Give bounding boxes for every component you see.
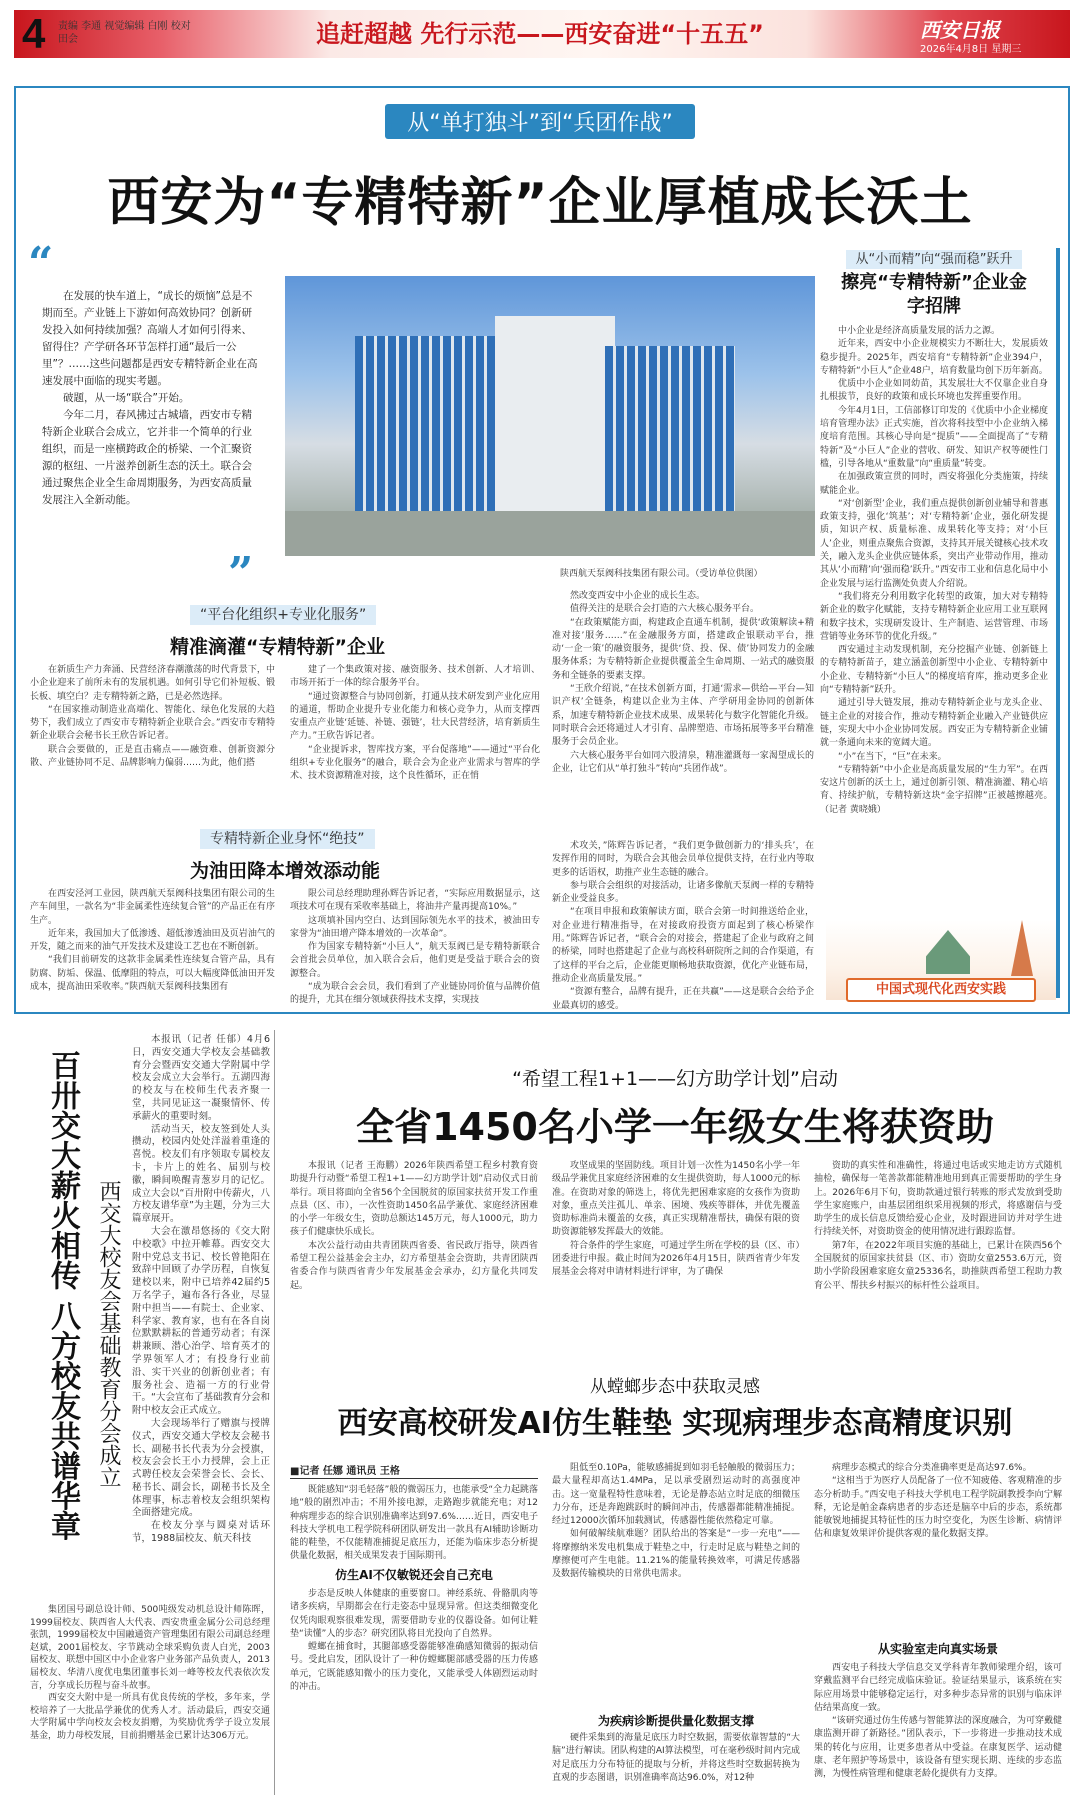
paragraph: 硬件采集到的海量足底压力时空数据，需要依靠智慧的“大脑”进行解读。团队构建的AI算法模型，可在毫秒级时间内完成对足底压力分布特征的提取与分析，并将这些时空数据转换为直观的步态图谱，识别准确率高达96.0%，对12种 bbox=[552, 1733, 800, 1783]
close-quote-icon: ” bbox=[228, 548, 254, 599]
paragraph: 西安通过主动发现机制，充分挖掘产业链、创新链上的专精特新苗子，建立涵盖创新型中小企业、专精特新中小企业、专精特新“小巨人”的梯度培育库，推动更多企业向“专精特新”跃升。 bbox=[820, 645, 1048, 696]
paragraph: 既能感知“羽毛轻落”般的微弱压力，也能承受“全力起跳落地”般的剧烈冲击；不用外接电源，走路跑步就能充电；对12种病理步态的综合识别准确率达到97.6%……近日，西安电子科技大学机电工程学院科研团队研发出一款具有AI辅助诊断功能的鞋垫，不仅能精准捕捉足底压力，还能为临床步态分析提供量化数据，相关成果发表于国际期刊。 bbox=[290, 1485, 538, 1562]
paragraph: 术攻关，”陈辉告诉记者，“我们更争做创新力的‘排头兵’，在发挥作用的同时，为联合会其他会员单位提供支持，在行业内等取更多的话语权，助推产业生态链的融合。 bbox=[552, 841, 814, 878]
paragraph: 步态是反映人体健康的重要窗口。神经系统、骨骼肌肉等诸多疾病，早期都会在行走姿态中显现异常。但这类细微变化仅凭肉眼观察很难发现，需要借助专业的仪器设备。如何让鞋垫“读懂”人的步态？研究团队将目光投向了自然界。 bbox=[290, 1589, 538, 1639]
page-number: 4 bbox=[22, 10, 46, 57]
paragraph: 近年来，西安中小企业规模实力不断壮大，发展质效稳步提升。2025年，西安培育“专精特新”企业394户，专精特新“小巨人”企业48户，培育数量均创下历年新高。 bbox=[820, 339, 1048, 376]
company-building-photo bbox=[285, 276, 815, 556]
paragraph: 破题，从一场“联合”开始。 bbox=[63, 392, 190, 404]
paragraph: “通过资源整合与协同创新，打通从技术研发到产业化应用的通道，帮助企业提升专业化能力和核心竞争力，从而支撑西安重点产业链‘延链、补链、强链’，壮大民营经济，培育新质生产力。”王欣告诉记者。 bbox=[290, 691, 540, 742]
ai-col2b bbox=[552, 1732, 800, 1794]
girls-col3 bbox=[814, 1160, 1062, 1310]
paragraph: “企业提诉求，智库找方案，平台促落地”——通过“平台化组织+专业化服务”的融合，联合会为企业产业需求与智库的学术、技术资源精准对接，这个良性循环，正在悄 bbox=[290, 744, 540, 782]
paragraph: “小”在当下，“巨”在未来。 bbox=[838, 751, 947, 762]
paragraph: “在政策赋能方面，构建政企直通车机制，提供‘政策解读+精准对接’服务……”在金融服务方面，搭建政企银联动平台，推动‘一企一策’的融资服务，提供‘贷、投、保、债’协同发力的金融服务体系；为专精特新企业提供覆盖全生命周期、一站式的融资服务和全链条的要素支撑。 bbox=[552, 617, 814, 681]
paragraph: 优质中小企业如同幼苗，其发展壮大不仅靠企业自身扎根拔节，良好的政策和成长环境也发挥重要作用。 bbox=[820, 379, 1048, 403]
right-headline: 擦亮“专精特新”企业金字招牌 bbox=[841, 272, 1027, 317]
paragraph: 这项填补国内空白、达到国际领先水平的技术，被油田专家誉为“油田增产降本增效的一次革命”。 bbox=[290, 915, 540, 939]
paragraph: 病理步态模式的综合分类准确率更是高达97.6%。 bbox=[832, 1463, 1032, 1473]
ai-headline: 西安高校研发AI仿生鞋垫 实现病理步态高精度识别 bbox=[337, 1406, 1013, 1441]
open-quote-icon: “ bbox=[28, 238, 54, 289]
paragraph: 西安电子科技大学信息交叉学科青年教师梁理介绍，该可穿戴监测平台已经完成临床验证。验证结果显示，该系统在实际应用场景中能够稳定运行，对多种步态异常的识别与临床评估结果高度一致。 bbox=[814, 1663, 1062, 1713]
lead-kicker bbox=[0, 104, 1080, 139]
paragraph: 如何破解续航难题？团队给出的答案是“一步一充电”——将摩擦纳米发电机集成于鞋垫之中，行走时足底与鞋垫之间的摩擦便可产生电能。11.21%的能量转换效率，可满足传感器及数据传输模块的日常供电需求。 bbox=[552, 1529, 800, 1580]
paragraph: 西安交大附中是一所具有优良传统的学校，多年来，学校培养了一大批品学兼优的优秀人才。活动最后，西安交通大学附属中学向校友会校友捐赠，为奖励优秀学子设立发展基金，助力母校发展，目前捐赠基金已累计达306万元。 bbox=[30, 1693, 270, 1741]
editor-credits: 责编 李通 视觉编辑 白刚 校对 田会 bbox=[58, 21, 191, 45]
xjtu-col1 bbox=[132, 1034, 270, 1602]
building-left bbox=[355, 336, 505, 516]
section2-kicker bbox=[200, 828, 375, 848]
paragraph: 资助的真实性和准确性，将通过电话或实地走访方式随机抽检，确保每一笔善款都能精准地用到真正需要帮助的学生身上。2026年6月下旬，资助款通过银行转账的形式发放到受助学生家庭账户，由基层团组织采用视频的形式，将感谢信与受助学生的成长信息反馈给爱心企业，及时跟进回访并对学生进行持续关怀，对资助资金的使用情况进行跟踪监督。 bbox=[814, 1161, 1062, 1238]
column-divider bbox=[274, 1030, 275, 1795]
section1-col2 bbox=[290, 664, 540, 782]
ai-col3b bbox=[814, 1662, 1062, 1794]
paragraph: “我们将充分利用数字化转型的政策，加大对专精特新企业的数字化赋能，支持专精特新企业应用工业互联网和数字技术，实现研发设计、生产制造、运营管理、市场营销等业务环节的优化升级。” bbox=[820, 591, 1048, 642]
section1-col3 bbox=[552, 590, 814, 830]
ai-col1 bbox=[290, 1484, 538, 1562]
paragraph: 集团国号副总设计师、500吨级发动机总设计师陈晖，1999届校友、陕西省人大代表、西安贵重金属分公司总经理张凯，1999届校友中国融通资产管理集团有限公司副总经理赵斌，2001届校友、字节跳动全球采购负责人白光，2003届校友、联想中国区中小企业客户业务部产品负责人，2013届校友、华清八度优电集团董事长刘一峰等校友代表依次发言，分享成长历程与奋斗故事。 bbox=[30, 1605, 270, 1691]
ai-byline: ■记者 任娜 通讯员 王格 bbox=[290, 1466, 400, 1477]
ai-col2 bbox=[552, 1462, 800, 1702]
paragraph: “该研究通过仿生传感与智能算法的深度融合，为可穿戴健康监测开辟了新路径。”团队表示，下一步将进一步推动技术成果的转化与应用，让更多患者从中受益。在康复医学、运动健康、老年照护等场景中，该设备有望实现长期、连续的步态监测，为慢性病管理和健康老龄化提供有力支撑。 bbox=[814, 1716, 1062, 1780]
paragraph: “我们目前研发的这款非金属柔性连续复合管产品，具有防腐、防垢、保温、低摩阻的特点，可以大幅度降低油田开发成本，提高油田采收率。”陕西航天泵阀科技集团有 bbox=[30, 955, 275, 993]
ai-col3 bbox=[814, 1462, 1062, 1632]
paragraph: 通过引导大链发展，推动专精特新企业与龙头企业、链主企业的对接合作，推动专精特新企业融入产业链供应链，实现大中小企业协同发展。西安正为专精特新企业铺就一条通向未来的宽阔大道。 bbox=[820, 698, 1048, 749]
paragraph: 第7年，在2022年项目实施的基础上，已累计在陕西56个全国脱贫的原国家扶贫县（区、市）资助女童2553.6万元，资助小学阶段困难家庭女童25336名，助推陕西希望工程助力教育公平、帮扶乡村振兴的标杆性公益项目。 bbox=[814, 1240, 1062, 1291]
girls-col1 bbox=[290, 1160, 538, 1310]
lead-headline: 西安为“专精特新”企业厚植成长沃土 bbox=[107, 173, 973, 233]
paragraph: 中小企业是经济高质量发展的活力之源。 bbox=[838, 326, 1001, 336]
photo-caption: 陕西航天泵阀科技集团有限公司。（受访单位供图） bbox=[560, 569, 763, 579]
paragraph: “这相当于为医疗人员配备了一位不知疲倦、客观精准的步态分析助手。”西安电子科技大学机电工程学院副教授李向宁解释，无论是帕金森病患者的步态还是脑卒中后的步态，系统都能敏锐地捕捉其特征性的压力时空变化，为医生诊断、病情评估和康复效果评价提供客观的量化数据支撑。 bbox=[814, 1476, 1062, 1540]
promo-label: 中国式现代化西安实践 bbox=[846, 978, 1036, 1002]
ai-subhead-3: 从实验室走向真实场景 bbox=[877, 1642, 998, 1656]
plaza bbox=[285, 511, 815, 556]
paragraph: 参与联合会组织的对接活动，让诸多像航天泵阀一样的专精特新企业受益良多。 bbox=[552, 880, 814, 905]
ai-subhead-1: 仿生AI不仅敏锐还会自己充电 bbox=[335, 1568, 493, 1582]
paragraph: 本次公益行动由共青团陕西省委、省民政厅指导，陕西省希望工程公益基金会主办，幻方希望基金会资助，共青团陕西省委合作与陕西省青少年发展基金会承办，幻方量化共同发起。 bbox=[290, 1240, 538, 1291]
paragraph: 六大核心服务平台如同六股清泉，精准灌溉每一家渴望成长的企业，让它们从“单打独斗”转向“兵团作战”。 bbox=[552, 750, 814, 774]
section2-headline: 为油田降本增效添动能 bbox=[190, 860, 381, 882]
issue-date: 2026年4月8日 星期三 bbox=[920, 44, 1022, 55]
paragraph: 本报讯（记者 王海鹏）2026年陕西希望工程乡村教育资助提升行动暨“希望工程1+1——幻方助学计划”启动仪式日前举行。项目将面向全省56个全国脱贫的原国家扶贫开发工作重点县（区、市），一次性资助1450名品学兼优、家庭经济困难的小学一年级女生，资助总额达145万元，每人1000元，助力孩子们健康快乐成长。 bbox=[290, 1161, 538, 1238]
paragraph: 符合条件的学生家庭，可通过学生所在学校的县（区、市）团委进行申报。截止时间为2026年4月15日，陕西省青少年发展基金会将对申请材料进行评审，为了确保 bbox=[552, 1240, 800, 1278]
section2-col2 bbox=[290, 888, 540, 1006]
paragraph: 本报讯（记者 任郁）4月6日，西安交通大学校友会基础教育分会暨西安交通大学附属中学校友会成立大会举行。五湖四海的校友与在校师生代表齐聚一堂，共同见证这一凝聚情怀、传承薪火的重要时刻。 bbox=[132, 1034, 270, 1122]
xjtu-col2 bbox=[30, 1604, 270, 1800]
paragraph: “在项目申报和政策解读方面，联合会第一时间推送给企业，对企业进行精准指导，在对接政府投资方面起到了核心桥梁作用。”陈辉告诉记者，“联合会的对接会，搭建起了企业与政府之间的桥梁，同时也搭建起了企业与高校科研院所之间的合作渠道，有了这样的平台之后，企业能更顺畅地获取资源，优化产业链布局，推动企业高质量发展。” bbox=[552, 907, 814, 984]
lead-intro bbox=[42, 288, 262, 509]
paragraph: 大会现场举行了赠旗与授牌仪式，西安交通大学校友会秘书长、副秘书长代表为分会授旗，校友会会长王小力授牌，会上正式聘任校友会荣誉会长、会长、秘书长、副会长，副秘书长及全体理事，标志着校友会组织架构全面搭建完成。 bbox=[132, 1417, 270, 1519]
paragraph: “专精特新”中小企业是高质量发展的“生力军”。在西安这片创新的沃土上，通过创新引领、精准滴灌、精心培育、持续护航，专精特新这块“金字招牌”正被越擦越亮。 （记者 黄晓娥） bbox=[820, 764, 1067, 815]
newspaper-logo: 西安日报 bbox=[920, 18, 1000, 42]
section2-kicker-text: 专精特新企业身怀“绝技” bbox=[200, 829, 375, 849]
paragraph: 在新质生产力奔涌、民营经济春潮激荡的时代背景下，中小企业迎来了前所未有的发展机遇。如何引导它们补短板、锻长板、填空白？走专精特新之路，已是必然选择。 bbox=[30, 665, 275, 702]
paragraph: “王欣介绍说，”在技术创新方面，打通‘需求—供给—平台—知识产权’全链条，构建以企业为主体、产学研用金协同的创新体系，加速专精特新企业技术成果、成果转化与数字化智能化升级。同时联合会还将通过人才引育、品牌塑造、市场拓展等多平台精准服务于会员企业。 bbox=[552, 684, 814, 748]
right-body bbox=[820, 325, 1067, 885]
section1-kicker-text: “平台化组织+专业化服务” bbox=[190, 605, 376, 625]
section1-kicker bbox=[190, 604, 376, 624]
paragraph: 在校友分享与圆桌对话环节，1988届校友、航天科技 bbox=[132, 1520, 270, 1545]
girls-headline: 全省1450名小学一年级女生将获资助 bbox=[356, 1105, 994, 1149]
banner-slogan: 追赶超越 先行示范——西安奋进“十五五” bbox=[316, 20, 764, 48]
paragraph: 近年来，我国加大了低渗透、超低渗透油田及页岩油气的开发，随之而来的油气开发技术及建设工艺也在不断创新。 bbox=[30, 928, 275, 953]
section1-col1 bbox=[30, 664, 275, 782]
pagoda-icon bbox=[1011, 920, 1033, 976]
ai-col1b bbox=[290, 1588, 538, 1793]
building-right bbox=[605, 346, 735, 516]
paragraph: 建了一个集政策对接、融资服务、技术创新、人才培训、市场开拓于一体的综合服务平台。 bbox=[290, 665, 540, 689]
paragraph: 然改变西安中小企业的成长生态。 bbox=[570, 591, 706, 601]
paragraph: 今年二月，春风拂过古城墙，西安市专精特新企业联合会成立，它并非一个简单的行业组织，而是一座横跨政企的桥梁、一个汇聚资源的枢纽、一片滋养创新生态的沃土。联合会通过聚焦企业全生命周期服务，为西安高质量发展注入全新动能。 bbox=[42, 409, 252, 506]
bell-tower-icon bbox=[926, 930, 970, 974]
ai-kicker: 从螳螂步态中获取灵感 bbox=[590, 1377, 760, 1397]
paragraph: 阻低至0.10Pa，能敏感捕捉到如羽毛轻触般的微弱压力；最大量程却高达1.4MPa，足以承受剧烈运动时的高强度冲击。这一宽量程特性意味着，无论是静态站立时足底的细微压力分布，还是奔跑跳跃时的瞬间冲击，传感器都能精准捕捉。经过12000次循环加载测试，传感器性能依然稳定可靠。 bbox=[552, 1463, 800, 1527]
paragraph: “资源有整合，品牌有提升，正在共赢”——这是联合会给予企业最真切的感受。 bbox=[552, 987, 814, 1011]
xjtu-headline: 百卅交大薪火相传 八方校友共谱华章 bbox=[45, 1050, 80, 1541]
paragraph: 攻坚成果的坚固防线。项目计划一次性为1450名小学一年级品学兼优且家庭经济困难的女生提供资助，每人1000元的标准。在资助对象的筛选上，将优先把困难家庭的女孩作为资助对象，重点关注孤儿、单亲、困境、残疾等群体，并优先覆盖资助标准尚未覆盖的女孩，真正实现精准帮扶，确保有限的资助资源能够发挥最大的效能。 bbox=[552, 1161, 800, 1238]
paragraph: 在加强政策宣贯的同时，西安将强化分类施策，持续赋能企业。 bbox=[820, 472, 1048, 496]
section1-headline: 精准滴灌“专精特新”企业 bbox=[170, 636, 385, 658]
paragraph: 联合会要做的，正是直击痛点——融资难、创新资源分散、产业链协同不足、品牌影响力偏弱……为此，他们搭 bbox=[30, 744, 275, 769]
paragraph: 螳螂在捕食时，其腿部感受器能够准确感知微弱的振动信号。受此启发，团队设计了一种仿螳螂腿部感受器的压力传感单元，它既能感知微小的压力变化，又能承受人体剧烈运动时的冲击。 bbox=[290, 1642, 538, 1693]
paragraph: 限公司总经理助理孙辉告诉记者，“实际应用数据显示，这项技术可在现有采收率基础上，将油井产量再提高10%。” bbox=[290, 889, 540, 913]
byline-rule bbox=[290, 1478, 538, 1479]
ai-subhead-2: 为疾病诊断提供量化数据支撑 bbox=[597, 1714, 754, 1728]
paragraph: 大会在激昂悠扬的《交大附中校歌》中拉开帷幕。西安交大附中党总支书记、校长曾艳阳在致辞中回顾了办学历程，自恢复建校以来，附中已培养42届约5万名学子，遍布各行各业，尽显附中担当——有院士、企业家、科学家、教育家，也有在各自岗位默默耕耘的普通劳动者；有深耕兼顾、潜心治学、培育英才的学界领军人才；有投身行业前沿、实干兴业的创新创业者；有服务社会、造福一方的行业骨干。“大会宣布了基础教育分会和附中校友会正式成立。 bbox=[132, 1225, 270, 1417]
paragraph: 活动当天，校友签到处人头攒动，校园内处处洋溢着重逢的喜悦。校友们有序领取专属校友卡，卡片上的姓名、届别与校徽，瞬间唤醒青葱岁月的记忆。成立大会以“百卅附中传薪火，八方校友谱华章”为主题，分为三大篇章展开。 bbox=[132, 1123, 270, 1225]
girls-kicker: “希望工程1+1——幻方助学计划”启动 bbox=[512, 1068, 838, 1090]
right-kicker: 从“小而精”向“强而稳”跃升 bbox=[846, 250, 1023, 269]
xjtu-subhead: 西交大校友会基础教育分会成立 bbox=[96, 1180, 121, 1488]
paragraph: “对‘创新型’企业，我们重点提供创新创业辅导和普惠政策支持，强化‘筑基’；对‘专精特新’企业，强化研发提质，知识产权、质量标准、成果转化等支持；对‘小巨人’企业，则重点聚焦合资源，支持其开展关键核心技术攻关，融入龙头企业供应链体系，突出产业带动作用，推动其从‘小而精’向‘强而稳’跃升。”西安市工业和信息化局中小企业发展与运行监测处负责人介绍说。 bbox=[820, 498, 1048, 589]
section2-col1 bbox=[30, 888, 275, 1000]
paragraph: “成为联合会会员，我们看到了产业链协同价值与品牌价值的提升，尤其在细分领域获得技术支撑，实现技 bbox=[290, 982, 540, 1006]
paragraph: “在国家推动制造业高端化、智能化、绿色化发展的大趋势下，我们成立了西安市专精特新企业联合会。”西安市专精特新企业联合会秘书长王欣告诉记者。 bbox=[30, 704, 275, 742]
girls-col2 bbox=[552, 1160, 800, 1310]
paragraph: 在发展的快车道上，“成长的烦恼”总是不期而至。产业链上下游如何高效协同？创新研发投入如何持续加强？高端人才如何引得来、留得住？产学研各环节怎样打通“最后一公里”？……这些问题都是西安专精特新企业在高速发展中面临的现实考题。 bbox=[42, 290, 258, 387]
right-column-story bbox=[820, 248, 1067, 998]
paragraph: 作为国家专精特新“小巨人”，航天泵阀已是专精特新联合会首批会员单位，加入联合会后，他们更是受益于联合会的资源整合。 bbox=[290, 942, 540, 979]
paragraph: 在西安泾河工业园，陕西航天泵阀科技集团有限公司的生产车间里，一款名为“非金属柔性连续复合管”的产品正在有序生产。 bbox=[30, 889, 275, 926]
section2-col3 bbox=[552, 840, 814, 1011]
paragraph: 值得关注的是联合会打造的六大核心服务平台。 bbox=[570, 604, 760, 615]
lead-kicker-text: 从“单打独斗”到“兵团作战” bbox=[385, 104, 695, 139]
building-center bbox=[495, 316, 615, 516]
right-kicker-wrap bbox=[820, 248, 1048, 267]
paragraph: 今年4月1日，工信部修订印发的《优质中小企业梯度培育管理办法》正式实施，首次将科技型中小企业纳入梯度培育范围。其核心导向是“提质”——全面提高了“专精特新”及“小巨人”企业的营收、研发、知识产权等硬性门槛，引导各地从“重数量”向“重质量”转变。 bbox=[820, 405, 1048, 469]
